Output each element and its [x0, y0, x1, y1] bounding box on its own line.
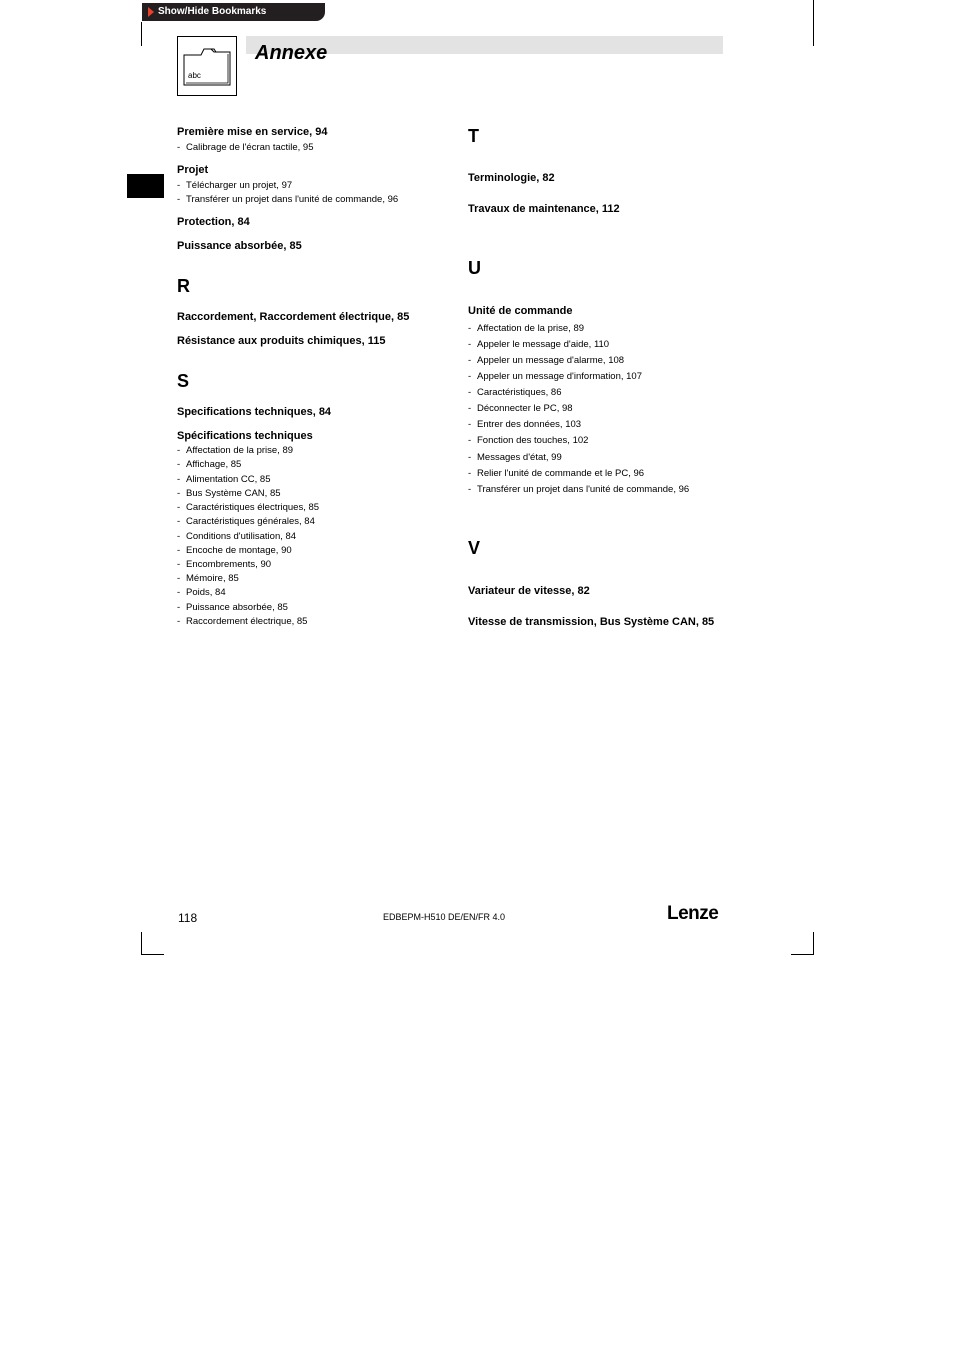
index-subentry: - Affectation de la prise, 89: [468, 323, 585, 334]
crop-mark: [813, 932, 814, 955]
index-subentry: - Transférer un projet dans l'unité de commande, 96: [177, 194, 399, 205]
folder-icon-box: [177, 36, 237, 96]
index-entry: Travaux de maintenance, 112: [468, 203, 620, 215]
index-subentry: - Fonction des touches, 102: [468, 435, 589, 446]
page-number: 118: [178, 911, 198, 925]
index-letter: S: [177, 371, 190, 391]
section-tab-marker: [127, 174, 164, 198]
crop-mark: [141, 932, 142, 955]
index-subentry: - Appeler le message d'aide, 110: [468, 339, 610, 350]
index-subentry: - Appeler un message d'alarme, 108: [468, 355, 625, 366]
index-subentry: - Appeler un message d'information, 107: [468, 371, 642, 382]
index-subentry: - Télécharger un projet, 97: [177, 180, 293, 191]
index-subentry: - Raccordement électrique, 85: [177, 616, 308, 627]
show-hide-bookmarks-button[interactable]: [142, 3, 325, 21]
index-subentry: - Bus Système CAN, 85: [177, 488, 281, 499]
index-entry: Specifications techniques, 84: [177, 406, 332, 418]
bookmarks-label: Show/Hide Bookmarks: [158, 6, 267, 17]
index-subentry: - Caractéristiques générales, 84: [177, 516, 315, 527]
index-subentry: - Relier l'unité de commande et le PC, 96: [468, 468, 645, 479]
index-entry: Unité de commande: [468, 305, 573, 317]
index-subentry: - Messages d'état, 99: [468, 452, 562, 463]
crop-mark: [791, 954, 814, 955]
crop-mark: [141, 22, 142, 46]
index-subentry: - Caractéristiques électriques, 85: [177, 502, 320, 513]
index-subentry: - Affichage, 85: [177, 459, 242, 470]
index-subentry: - Transférer un projet dans l'unité de commande, 96: [468, 484, 690, 495]
index-entry: Terminologie, 82: [468, 172, 555, 184]
index-subentry: - Encoche de montage, 90: [177, 545, 292, 556]
index-entry: Première mise en service, 94: [177, 126, 328, 138]
page-title: Annexe: [255, 42, 328, 64]
index-letter: U: [468, 258, 481, 278]
index-subentry: - Puissance absorbée, 85: [177, 602, 288, 613]
index-subentry: - Poids, 84: [177, 587, 226, 598]
index-entry: Projet: [177, 164, 209, 176]
icon-label: abc: [188, 71, 201, 80]
triangle-right-icon: [148, 7, 154, 17]
index-subentry: - Alimentation CC, 85: [177, 474, 271, 485]
index-subentry: - Caractéristiques, 86: [468, 387, 562, 398]
folder-icon: [178, 37, 236, 95]
index-subentry: - Affectation de la prise, 89: [177, 445, 294, 456]
index-entry: Puissance absorbée, 85: [177, 240, 302, 252]
crop-mark: [141, 954, 164, 955]
index-letter: T: [468, 126, 479, 146]
index-entry: Résistance aux produits chimiques, 115: [177, 335, 386, 347]
index-subentry: - Mémoire, 85: [177, 573, 239, 584]
index-subentry: - Déconnecter le PC, 98: [468, 403, 573, 414]
index-subentry: - Calibrage de l'écran tactile, 95: [177, 142, 314, 153]
index-subentry: - Conditions d'utilisation, 84: [177, 531, 297, 542]
index-subentry: - Encombrements, 90: [177, 559, 272, 570]
crop-mark: [813, 0, 814, 46]
index-entry: Raccordement, Raccordement électrique, 85: [177, 311, 410, 323]
index-entry: Protection, 84: [177, 216, 250, 228]
lenze-logo: Lenze: [667, 903, 719, 924]
index-letter: V: [468, 538, 481, 558]
index-entry: Spécifications techniques: [177, 430, 313, 442]
index-subentry: - Entrer des données, 103: [468, 419, 582, 430]
index-entry: Vitesse de transmission, Bus Système CAN, 85: [468, 616, 715, 628]
index-letter: R: [177, 276, 190, 296]
document-code: EDBEPM-H510 DE/EN/FR 4.0: [383, 912, 506, 922]
index-entry: Variateur de vitesse, 82: [468, 585, 590, 597]
